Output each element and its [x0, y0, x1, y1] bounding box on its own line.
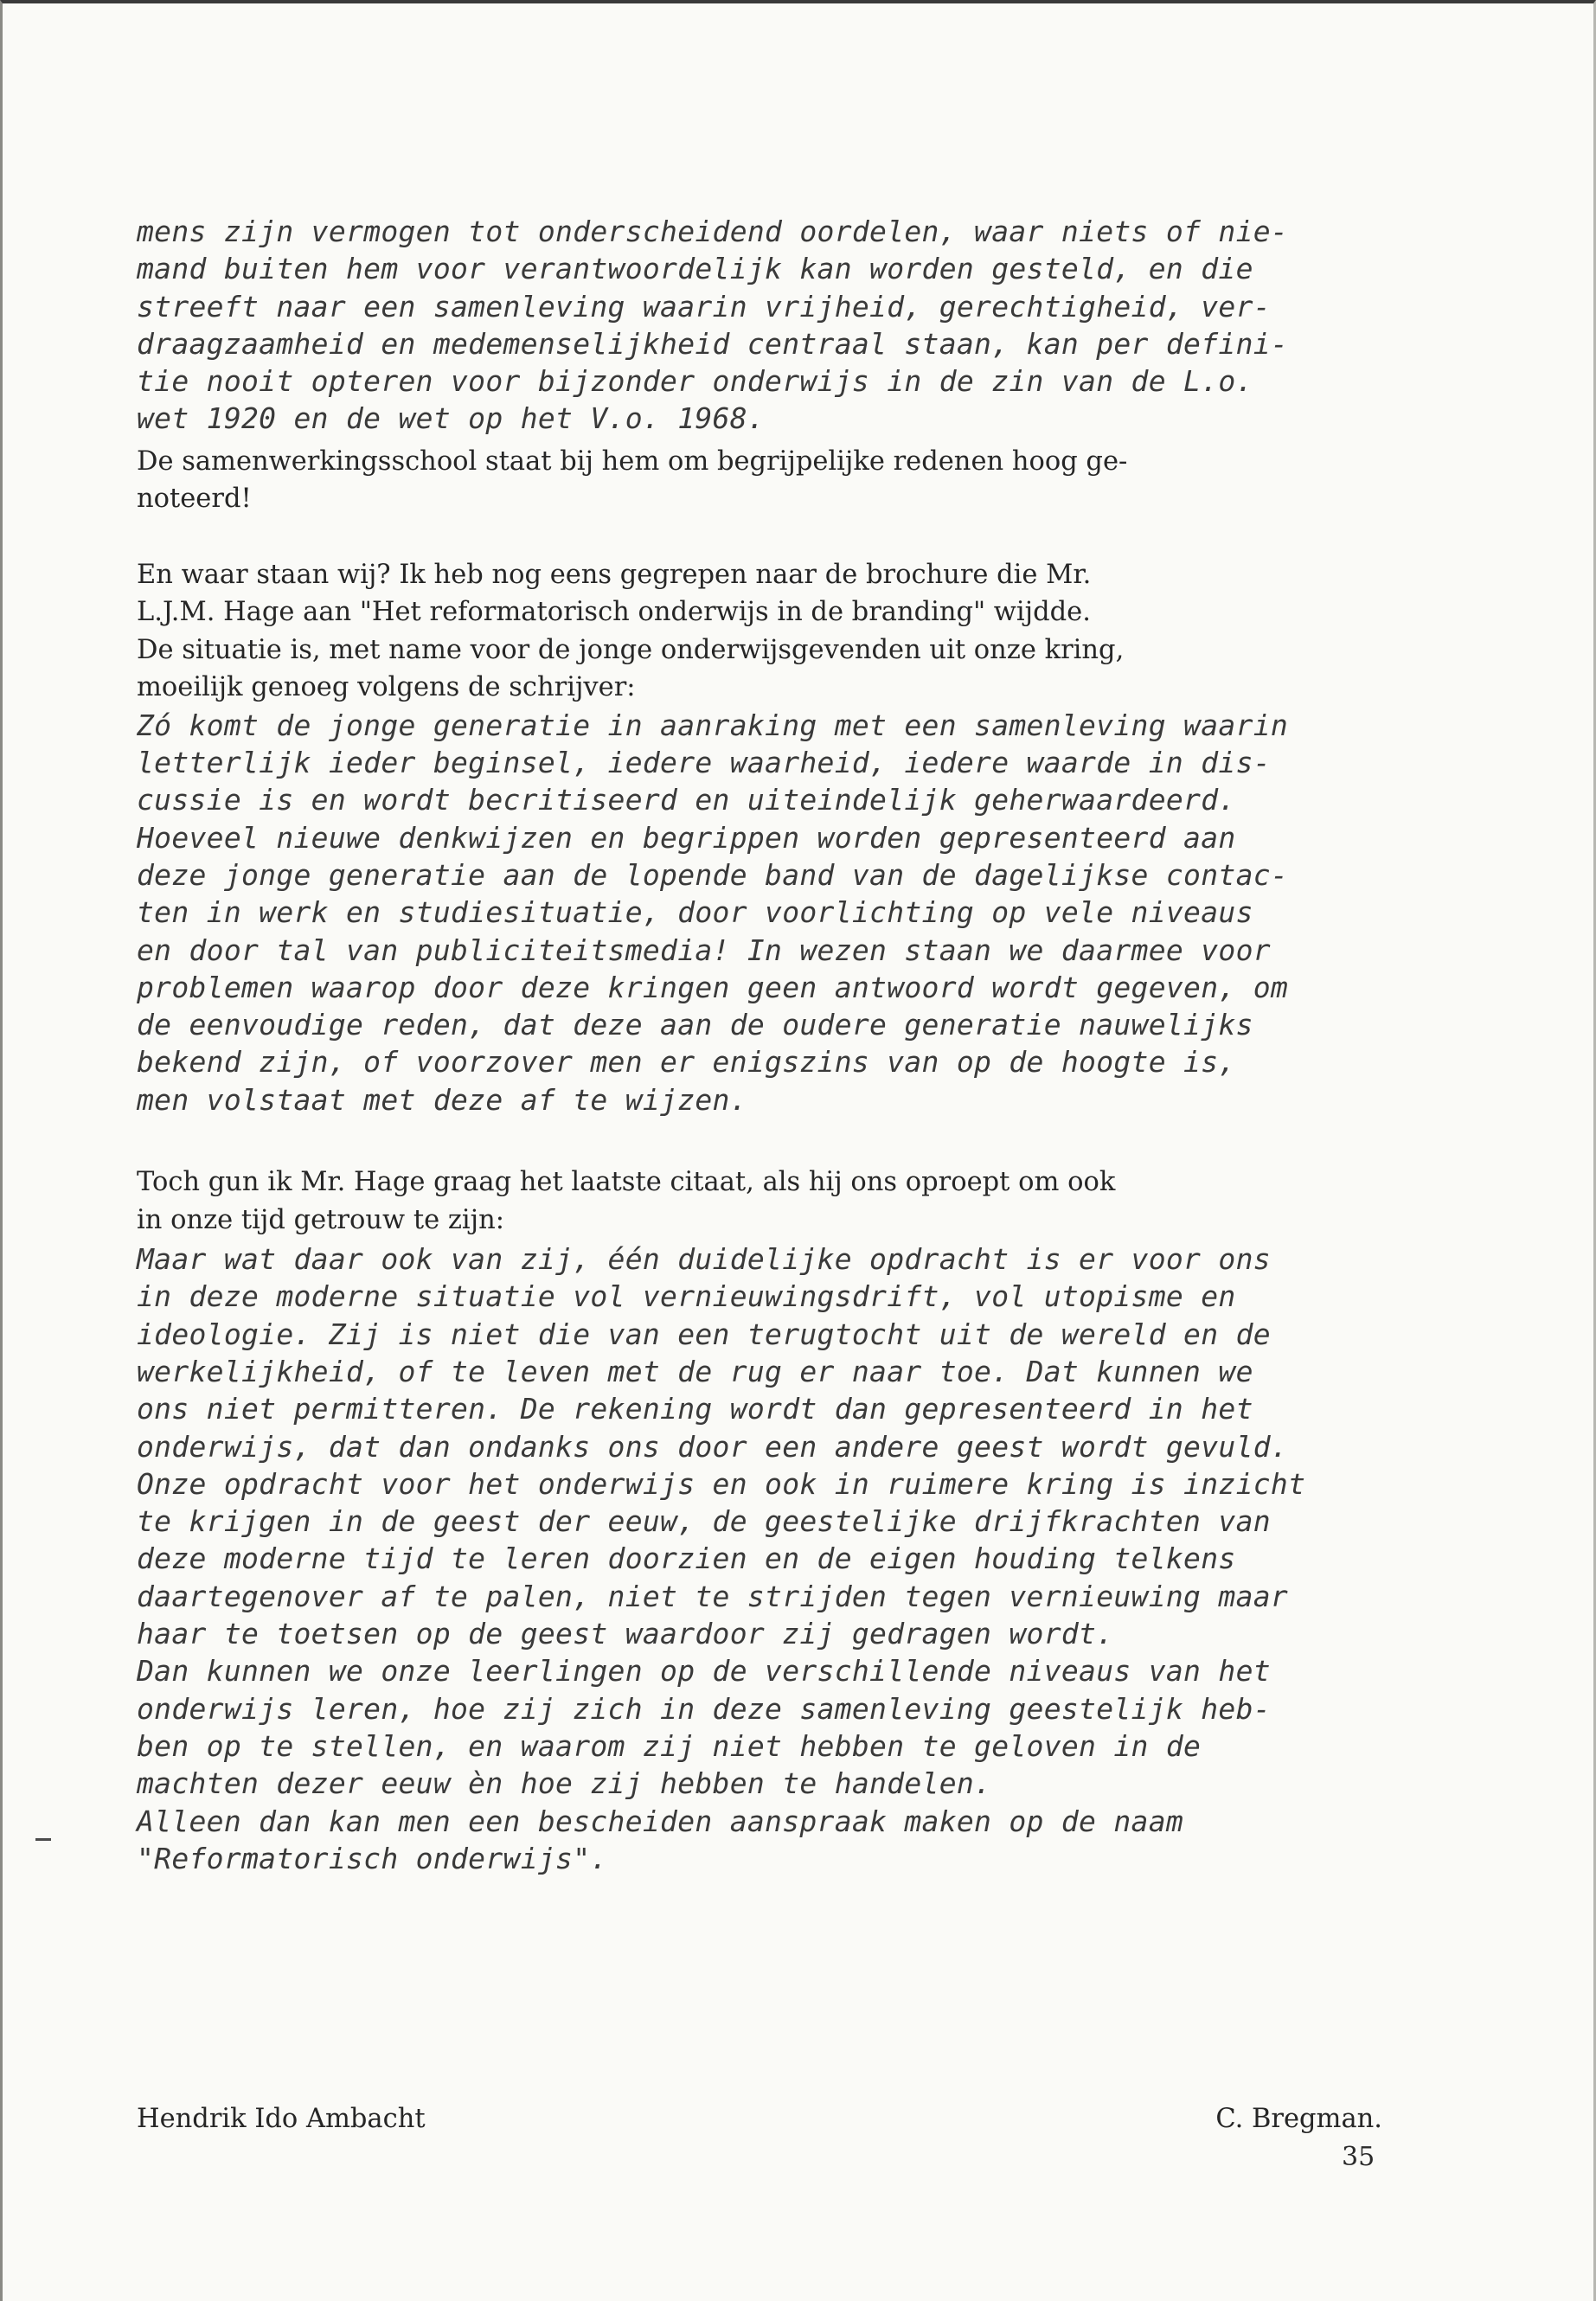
margin-mark	[35, 1838, 51, 1841]
first-quotation: Zó komt de jonge generatie in aanraking met een samenleving waarin letterlijk ieder beginsel, iedere waarheid, iedere waarde in dis- cussie is en wordt becritiseerd en uiteindelijk geherwaardeerd. Hoeveel nieuwe denkwijzen en begrippen worden gepresenteerd aan deze jonge generatie aan de lopende band van de dagelijkse contac- ten in werk en studiesituatie, door voorlichting op vele niveaus en door tal van publiciteitsmedia! In wezen staan we daarmee voor problemen waarop door deze kringen geen antwoord wordt gegeven, om de eenvoudige reden, dat deze aan de oudere generatie nauwelijks bekend zijn, of voorzover men er enigszins van op de hoogte is, men volstaat met deze af te wijzen.	[137, 708, 1289, 1117]
question-paragraph: En waar staan wij? Ik heb nog eens gegrepen naar de brochure die Mr. L.J.M. Hage aan "Het reformatorisch onderwijs in de branding" wijdde. De situatie is, met name voor de jonge onderwijsgevenden uit onze kring, moeilijk genoeg volgens de schrijver:	[137, 559, 1125, 703]
closing-paragraph: Toch gun ik Mr. Hage graag het laatste citaat, als hij ons oproept om ook in onze tijd getrouw te zijn:	[137, 1167, 1116, 1235]
page-number: 35	[1342, 2142, 1375, 2172]
intro-paragraph: mens zijn vermogen tot onderscheidend oordelen, waar niets of nie- mand buiten hem voor verantwoordelijk kan worden gesteld, en die streeft naar een samenleving waarin vrijheid, gerechtigheid, ver- draagzaamheid en medemenselijkheid centraal staan, kan per defini- tie nooit opteren voor bijzonder onderwijs in de zin van de L.o. wet 1920 en de wet op het V.o. 1968.	[137, 215, 1289, 436]
second-quotation: Maar wat daar ook van zij, één duidelijke opdracht is er voor ons in deze moderne situatie vol vernieuwingsdrift, vol utopisme en ideologie. Zij is niet die van een terugtocht uit de wereld en de werkelijkheid, of te leven met de rug er naar toe. Dat kunnen we ons niet permitteren. De rekening wordt dan gepresenteerd in het onderwijs, dat dan ondanks ons door een andere geest wordt gevuld. Onze opdracht voor het onderwijs en ook in ruimere kring is inzicht te krijgen in de geest der eeuw, de geestelijke drijfkrachten van deze moderne tijd te leren doorzien en de eigen houding telkens daartegenover af te palen, niet te strijden tegen vernieuwing maar haar te toetsen op de geest waardoor zij gedragen wordt. Dan kunnen we onze leerlingen op de verschillende niveaus van het onderwijs leren, hoe zij zich in deze samenleving geestelijk heb- ben op te stellen, en waarom zij niet hebben te geloven in de machten dezer eeuw èn hoe zij hebben te handelen. Alleen dan kan men een bescheiden aanspraak maken op de naam "Reformatorisch onderwijs".	[137, 1242, 1306, 1875]
signature-author: C. Bregman.	[1215, 2104, 1382, 2134]
school-paragraph: De samenwerkingsschool staat bij hem om begrijpelijke redenen hoog ge- noteerd!	[137, 445, 1128, 515]
article-body	[137, 213, 1382, 2134]
signature-place: Hendrik Ido Ambacht	[137, 2104, 426, 2134]
